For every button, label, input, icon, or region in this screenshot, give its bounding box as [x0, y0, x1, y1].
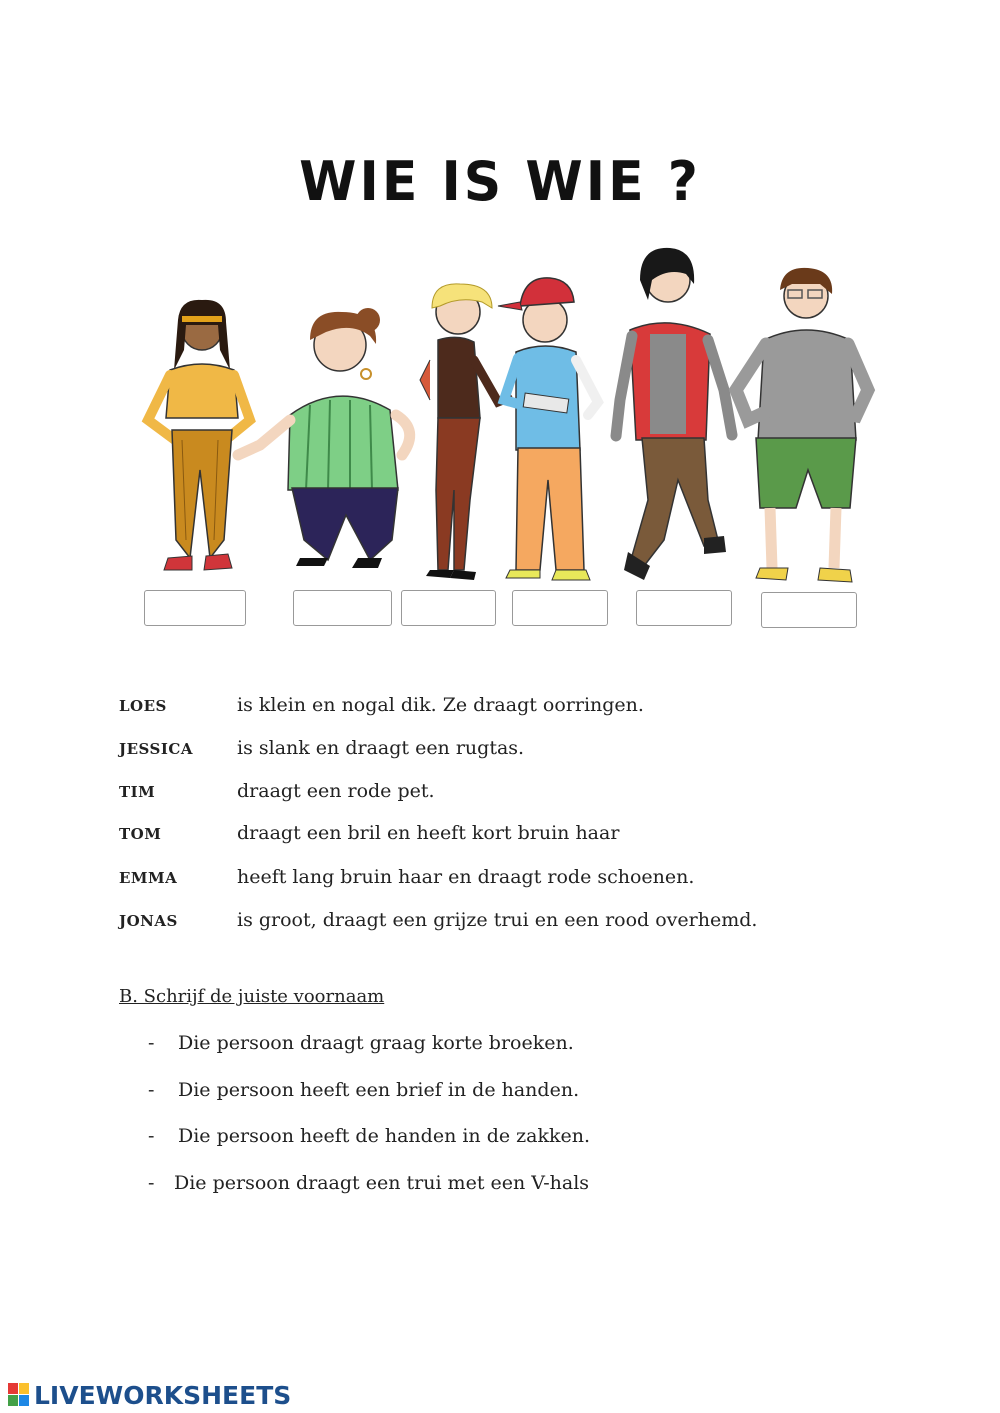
- person-tom-figure: [736, 268, 868, 582]
- question-text: Die persoon heeft de handen in de zakken.: [178, 1125, 591, 1147]
- liveworksheets-logo-icon: [8, 1383, 30, 1407]
- person-tim-figure: [498, 278, 598, 580]
- people-illustration: [120, 240, 880, 590]
- description-text: is klein en nogal dik. Ze draagt oorringen.: [237, 694, 644, 716]
- description-row-jessica: [119, 737, 899, 767]
- answer-box-6[interactable]: [761, 592, 857, 628]
- question-text: Die persoon draagt graag korte broeken.: [178, 1032, 574, 1054]
- description-row-emma: [119, 866, 899, 896]
- answer-box-1[interactable]: [144, 590, 246, 626]
- answer-box-5[interactable]: [636, 590, 732, 626]
- bullet-dash: -: [148, 1125, 155, 1147]
- bullet-dash: -: [148, 1172, 155, 1194]
- footer-brand: [8, 1380, 291, 1410]
- description-name: EMMA: [119, 869, 178, 887]
- description-text: draagt een rode pet.: [237, 780, 435, 802]
- person-loes-figure: [238, 308, 410, 568]
- person-jonas-figure: [616, 248, 732, 580]
- bullet-dash: -: [148, 1032, 155, 1054]
- section-b-heading: B. Schrijf de juiste voornaam: [119, 986, 385, 1007]
- answer-box-4[interactable]: [512, 590, 608, 626]
- question-text: Die persoon draagt een trui met een V-hals: [174, 1172, 590, 1194]
- description-name: JONAS: [119, 912, 178, 930]
- answer-box-3[interactable]: [401, 590, 496, 626]
- description-name: LOES: [119, 697, 167, 715]
- description-text: is groot, draagt een grijze trui en een rood overhemd.: [237, 909, 758, 931]
- description-text: draagt een bril en heeft kort bruin haar: [237, 822, 620, 844]
- description-row-tim: [119, 780, 899, 810]
- footer-brand-text: LIVEWORKSHEETS: [34, 1380, 292, 1410]
- person-jessica-figure: [420, 284, 508, 580]
- description-row-tom: [119, 822, 899, 852]
- description-name: TIM: [119, 783, 156, 801]
- answer-box-2[interactable]: [293, 590, 392, 626]
- description-text: is slank en draagt een rugtas.: [237, 737, 525, 759]
- description-name: JESSICA: [119, 740, 193, 758]
- bullet-dash: -: [148, 1079, 155, 1101]
- description-row-loes: [119, 694, 899, 724]
- description-text: heeft lang bruin haar en draagt rode schoenen.: [237, 866, 695, 888]
- description-name: TOM: [119, 825, 162, 843]
- page-title: WIE IS WIE ?: [299, 150, 701, 214]
- question-text: Die persoon heeft een brief in de handen.: [178, 1079, 580, 1101]
- person-emma-figure: [148, 300, 250, 570]
- description-row-jonas: [119, 909, 899, 939]
